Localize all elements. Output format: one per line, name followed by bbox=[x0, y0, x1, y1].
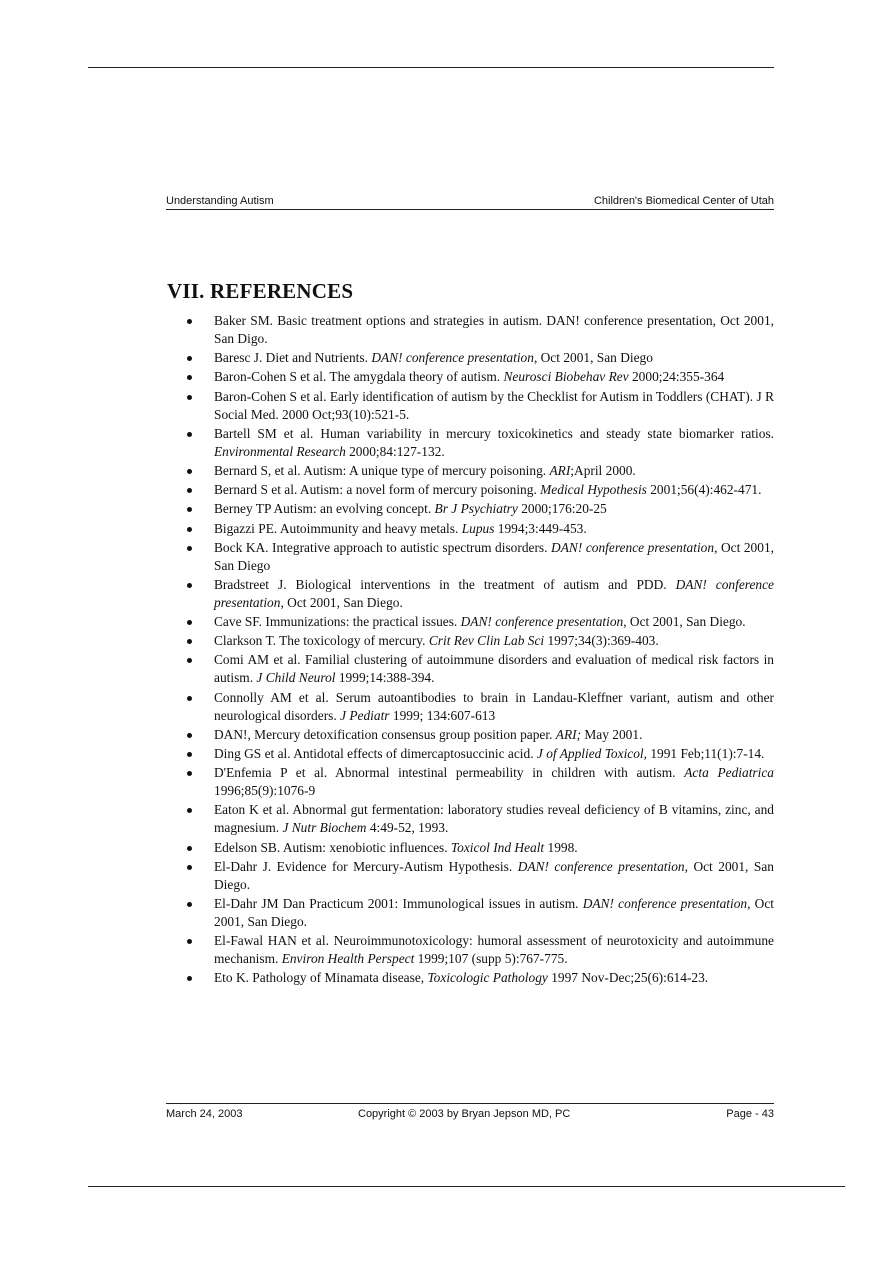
reference-text: Edelson SB. Autism: xenobiotic influences. bbox=[214, 839, 451, 855]
bullet-icon bbox=[187, 395, 192, 400]
reference-item bbox=[166, 932, 774, 968]
reference-list bbox=[166, 312, 774, 989]
reference-text: Eaton K et al. Abnormal gut fermentation: laboratory studies reveal deficiency of B vitamins, zinc, and magnesium. bbox=[214, 802, 774, 836]
reference-journal: Environ Health Perspect bbox=[281, 951, 415, 967]
reference-item bbox=[166, 689, 774, 725]
bullet-icon bbox=[187, 771, 192, 776]
footer-date: March 24, 2003 bbox=[166, 1108, 243, 1120]
reference-journal: DAN! conference presentation bbox=[582, 895, 748, 911]
reference-item bbox=[166, 895, 774, 931]
reference-journal: ARI bbox=[549, 462, 571, 478]
reference-journal: DAN! conference presentation bbox=[551, 539, 715, 555]
bullet-icon bbox=[187, 432, 192, 437]
reference-citation: 2000;176:20-25 bbox=[517, 501, 607, 517]
footer-rule bbox=[166, 1103, 774, 1104]
reference-citation: 1999;14:388-394. bbox=[335, 670, 435, 686]
bullet-icon bbox=[187, 469, 192, 474]
section-title: VII. REFERENCES bbox=[167, 279, 354, 303]
bullet-icon bbox=[187, 546, 192, 551]
bullet-icon bbox=[187, 620, 192, 625]
reference-item bbox=[166, 368, 774, 386]
reference-item bbox=[166, 651, 774, 687]
header-right: Children's Biomedical Center of Utah bbox=[593, 195, 774, 207]
bullet-icon bbox=[187, 808, 192, 813]
reference-item bbox=[166, 539, 774, 575]
reference-item bbox=[166, 632, 774, 650]
reference-text: Berney TP Autism: an evolving concept. bbox=[214, 501, 435, 517]
reference-citation: , Oct 2001, San Diego bbox=[533, 350, 653, 366]
reference-journal: ARI; bbox=[555, 726, 582, 742]
reference-citation: 1996;85(9):1076-9 bbox=[214, 783, 316, 799]
reference-citation: 1998. bbox=[544, 839, 578, 855]
reference-item bbox=[166, 839, 774, 857]
reference-text: Baron-Cohen S et al. Early identification of autism by the Checklist for Autism in Toddlers (CHAT). J R Social Med. 2000 Oct;93(10):521-5. bbox=[214, 388, 774, 422]
footer-page-number: Page - 43 bbox=[726, 1108, 774, 1120]
reference-item bbox=[166, 576, 774, 612]
reference-item bbox=[166, 801, 774, 837]
reference-item bbox=[166, 388, 774, 424]
header-rule bbox=[166, 209, 774, 210]
reference-journal: Toxicol Ind Healt bbox=[450, 839, 545, 855]
reference-journal: J Nutr Biochem bbox=[282, 820, 367, 836]
reference-citation: 4:49-52, 1993. bbox=[366, 820, 449, 836]
bullet-icon bbox=[187, 488, 192, 493]
reference-text: Cave SF. Immunizations: the practical issues. bbox=[214, 614, 461, 630]
reference-journal: J Pediatr bbox=[340, 707, 390, 723]
reference-journal: J Child Neurol bbox=[256, 670, 336, 686]
reference-journal: DAN! conference presentation bbox=[460, 614, 624, 630]
bottom-scan-rule bbox=[88, 1186, 845, 1187]
reference-citation: 1999; 134:607-613 bbox=[389, 707, 496, 723]
reference-citation: 2000;84:127-132. bbox=[345, 443, 445, 459]
reference-citation: 2001;56(4):462-471. bbox=[646, 482, 762, 498]
reference-journal: DAN! conference presentation, bbox=[517, 858, 688, 874]
bullet-icon bbox=[187, 976, 192, 981]
reference-item bbox=[166, 500, 774, 518]
reference-item bbox=[166, 481, 774, 499]
running-header bbox=[166, 193, 774, 207]
reference-text: D'Enfemia P et al. Abnormal intestinal permeability in children with autism. bbox=[214, 765, 685, 781]
bullet-icon bbox=[187, 583, 192, 588]
reference-item bbox=[166, 312, 774, 348]
reference-citation: ;April 2000. bbox=[570, 462, 636, 478]
reference-citation: 1991 Feb;11(1):7-14. bbox=[647, 746, 765, 761]
reference-journal: Acta Pediatrica bbox=[684, 765, 774, 781]
reference-item bbox=[166, 349, 774, 367]
top-scan-rule bbox=[88, 67, 774, 68]
bullet-icon bbox=[187, 639, 192, 644]
reference-item bbox=[166, 425, 774, 461]
reference-citation: 1997;34(3):369-403. bbox=[544, 633, 659, 649]
reference-text: Bigazzi PE. Autoimmunity and heavy metals. bbox=[214, 520, 462, 536]
reference-text: Baron-Cohen S et al. The amygdala theory of autism. bbox=[214, 369, 504, 385]
reference-text: El-Fawal HAN et al. Neuroimmunotoxicology: humoral assessment of neurotoxicity and autoimmune mechanism. bbox=[214, 933, 774, 967]
reference-item bbox=[166, 520, 774, 538]
reference-text: Bartell SM et al. Human variability in mercury toxicokinetics and steady state biomarker ratios. bbox=[214, 425, 774, 441]
reference-text: Comi AM et al. Familial clustering of autoimmune disorders and evaluation of medical risk factors in autism. bbox=[214, 652, 774, 686]
reference-citation: , Oct 2001, San Diego bbox=[214, 539, 774, 573]
reference-text: Connolly AM et al. Serum autoantibodies to brain in Landau-Kleffner variant, autism and other neurological disorders. bbox=[214, 689, 774, 723]
bullet-icon bbox=[187, 902, 192, 907]
reference-citation: , Oct 2001, San Diego. bbox=[214, 895, 775, 929]
reference-text: Baker SM. Basic treatment options and strategies in autism. DAN! conference presentation, Oct 2001, San Digo. bbox=[214, 313, 774, 346]
reference-citation: May 2001. bbox=[581, 726, 643, 742]
bullet-icon bbox=[187, 658, 192, 663]
reference-item bbox=[166, 858, 774, 894]
reference-journal: Br J Psychiatry bbox=[434, 501, 518, 517]
bullet-icon bbox=[187, 507, 192, 512]
reference-item bbox=[166, 726, 774, 744]
bullet-icon bbox=[187, 527, 192, 532]
reference-journal: DAN! conference presentation bbox=[214, 576, 775, 610]
running-footer bbox=[166, 1106, 774, 1120]
reference-citation: 1997 Nov-Dec;25(6):614-23. bbox=[547, 970, 709, 986]
reference-citation: Oct 2001, San Diego. bbox=[214, 858, 774, 892]
reference-text: Ding GS et al. Antidotal effects of dimercaptosuccinic acid. bbox=[214, 746, 537, 761]
reference-journal: Lupus bbox=[461, 520, 495, 536]
reference-text: El-Dahr JM Dan Practicum 2001: Immunological issues in autism. bbox=[214, 895, 583, 911]
reference-text: Bock KA. Integrative approach to autistic spectrum disorders. bbox=[214, 539, 552, 555]
reference-citation: , Oct 2001, San Diego. bbox=[280, 594, 403, 610]
bullet-icon bbox=[187, 356, 192, 361]
header-left: Understanding Autism bbox=[166, 195, 274, 207]
reference-text: Clarkson T. The toxicology of mercury. bbox=[214, 633, 429, 649]
bullet-icon bbox=[187, 846, 192, 851]
reference-item bbox=[166, 613, 774, 631]
reference-item bbox=[166, 764, 774, 800]
reference-citation: , Oct 2001, San Diego. bbox=[623, 614, 746, 630]
reference-text: Bernard S, et al. Autism: A unique type of mercury poisoning. bbox=[214, 462, 550, 478]
reference-journal: Environmental Research bbox=[214, 443, 346, 459]
reference-text: Baresc J. Diet and Nutrients. bbox=[214, 350, 372, 366]
bullet-icon bbox=[187, 752, 192, 757]
bullet-icon bbox=[187, 319, 192, 324]
reference-journal: J of Applied Toxicol, bbox=[536, 746, 647, 761]
reference-item bbox=[166, 462, 774, 480]
footer-copyright: Copyright © 2003 by Bryan Jepson MD, PC bbox=[358, 1108, 571, 1120]
reference-journal: Medical Hypothesis bbox=[540, 482, 647, 498]
reference-item bbox=[166, 745, 774, 763]
bullet-icon bbox=[187, 865, 192, 870]
reference-item bbox=[166, 969, 774, 987]
reference-text: Eto K. Pathology of Minamata disease, bbox=[214, 970, 428, 986]
reference-citation: 2000;24:355-364 bbox=[628, 369, 725, 385]
reference-text: Bernard S et al. Autism: a novel form of mercury poisoning. bbox=[214, 482, 541, 498]
reference-journal: DAN! conference presentation bbox=[371, 350, 534, 366]
reference-citation: 1999;107 (supp 5):767-775. bbox=[414, 951, 568, 967]
reference-journal: Neurosci Biobehav Rev bbox=[503, 369, 629, 385]
reference-journal: Toxicologic Pathology bbox=[427, 970, 548, 986]
bullet-icon bbox=[187, 939, 192, 944]
reference-text: DAN!, Mercury detoxification consensus group position paper. bbox=[214, 726, 556, 742]
reference-citation: 1994;3:449-453. bbox=[494, 520, 587, 536]
reference-journal: Crit Rev Clin Lab Sci bbox=[428, 633, 545, 649]
reference-text: Bradstreet J. Biological interventions in the treatment of autism and PDD. bbox=[214, 576, 676, 592]
bullet-icon bbox=[187, 733, 192, 738]
bullet-icon bbox=[187, 375, 192, 380]
reference-text: El-Dahr J. Evidence for Mercury-Autism Hypothesis. bbox=[214, 858, 518, 874]
bullet-icon bbox=[187, 696, 192, 701]
